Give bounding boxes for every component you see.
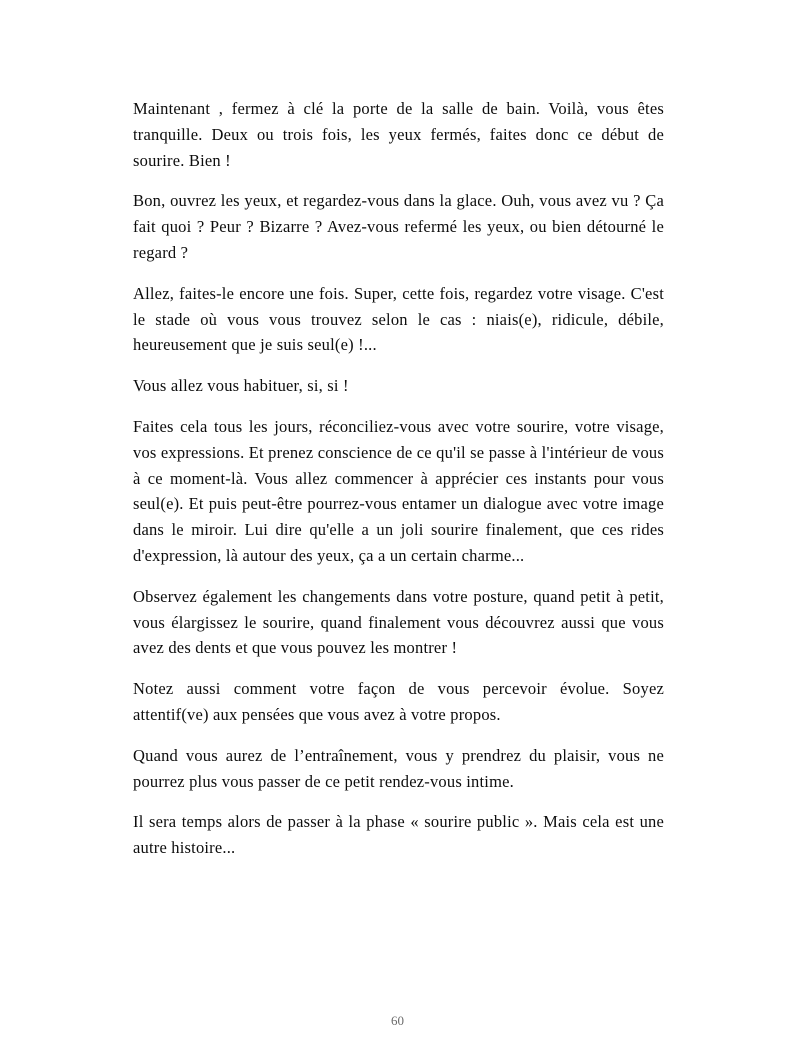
page-number: 60 — [391, 1013, 404, 1028]
paragraph: Allez, faites-le encore une fois. Super, cette fois, regardez votre visage. C'est le stade où vous vous trouvez selon le cas : niais(e), ridicule, débile, heureusement que je suis seul(e) !... — [133, 283, 664, 355]
paragraph: Vous allez vous habituer, si, si ! — [133, 376, 349, 396]
paragraph: Bon, ouvrez les yeux, et regardez-vous dans la glace. Ouh, vous avez vu ? Ça fait quoi ? Peur ? Bizarre ? Avez-vous refermé les yeux, ou bien détourné le regard ? — [133, 191, 664, 262]
paragraph: Observez également les changements dans votre posture, quand petit à petit, vous élargissez le sourire, quand finalement vous découvrez aussi que vous avez des dents et que vous pouvez les montrer ! — [133, 586, 664, 658]
paragraph: Maintenant , fermez à clé la porte de la salle de bain. Voilà, vous êtes tranquille. Deux ou trois fois, les yeux fermés, faites donc ce début de sourire. Bien ! — [133, 99, 664, 170]
paragraph: Il sera temps alors de passer à la phase « sourire public ». Mais cela est une autre histoire... — [133, 812, 664, 858]
paragraph: Notez aussi comment votre façon de vous percevoir évolue. Soyez attentif(ve) aux pensées que vous avez à votre propos. — [133, 679, 664, 724]
text-block — [133, 96, 664, 861]
paragraph: Quand vous aurez de l’entraînement, vous y prendrez du plaisir, vous ne pourrez plus vous passer de ce petit rendez-vous intime. — [133, 745, 664, 791]
paragraph: Faites cela tous les jours, réconciliez-vous avec votre sourire, votre visage, vos expressions. Et prenez conscience de ce qu'il se passe à l'intérieur de vous à ce moment-là. Vous allez commencer à apprécier ces instants pour vous seul(e). Et puis peut-être pourrez-vous entamer un dialogue avec votre image dans le miroir. Lui dire qu'elle a un joli sourire finalement, que ces rides d'expression, là autour des yeux, ça a un certain charme... — [133, 416, 664, 565]
